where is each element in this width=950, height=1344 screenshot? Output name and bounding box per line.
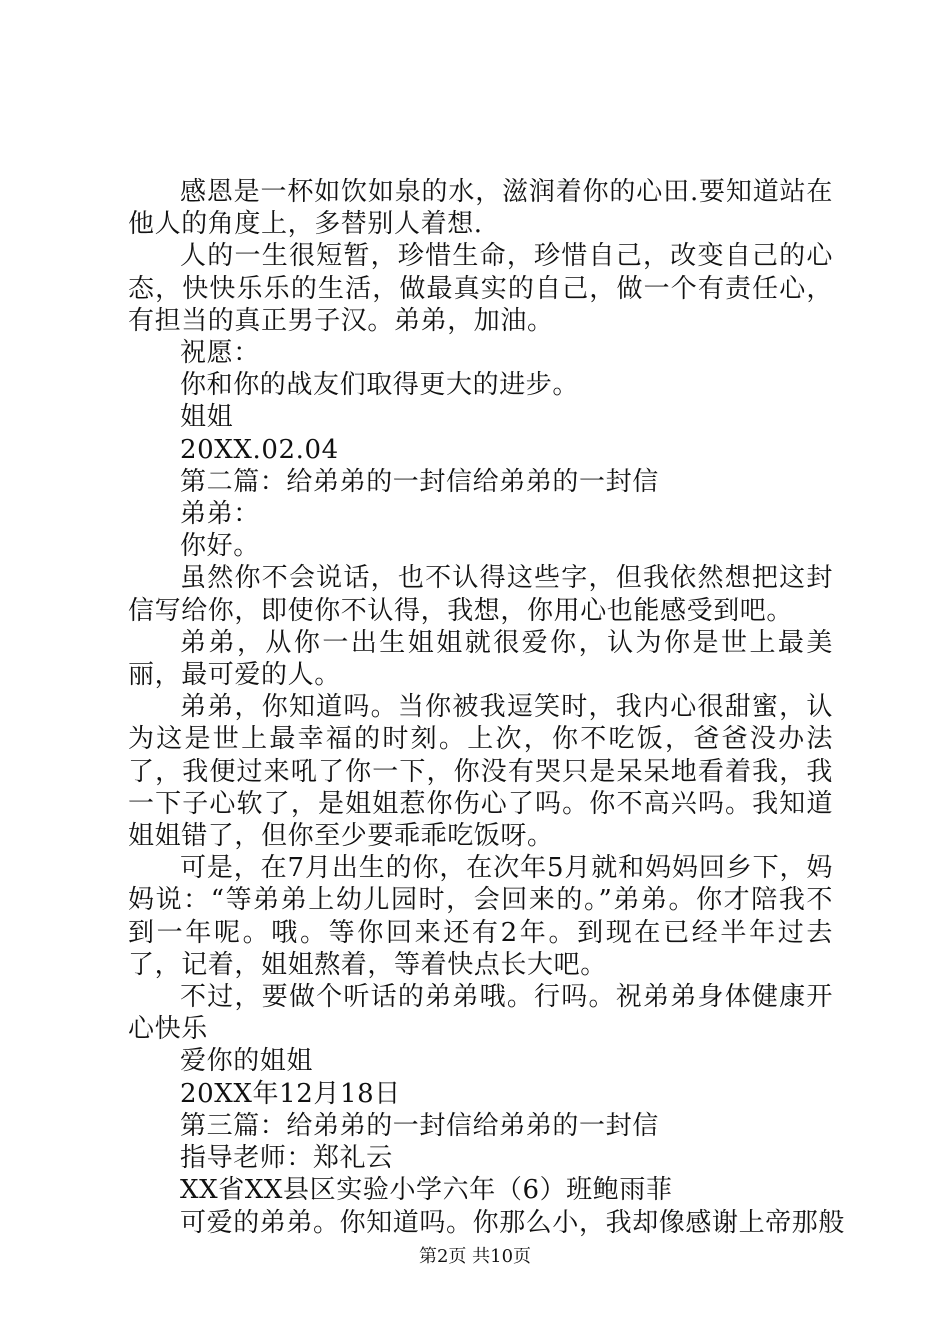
section-title: 第二篇：给弟弟的一封信给弟弟的一封信 (180, 466, 659, 497)
paragraph: 弟弟，从你一出生姐姐就很爱你，认为你是世上最美丽，最可爱的人。 (128, 627, 833, 691)
paragraph: 虽然你不会说话，也不认得这些字，但我依然想把这封信写给你，即使你不认得，我想，你用心也能感受到吧。 (128, 563, 833, 626)
salutation: 弟弟： (180, 499, 260, 530)
paragraph: 可是，在7月出生的你，在次年5月就和妈妈回乡下，妈妈说：“等弟弟上幼儿园时，会回来的。”弟弟。你才陪我不到一年呢。哦。等你回来还有2年。到现在已经半年过去了，记着，姐姐熬着，等着快点长大吧。 (128, 853, 833, 980)
paragraph: 人的一生很短暂，珍惜生命，珍惜自己，改变自己的心态，快快乐乐的生活，做最真实的自己，做一个有责任心，有担当的真正男子汉。弟弟，加油。 (128, 241, 833, 336)
date-line: 20XX.02.04 (180, 434, 339, 465)
signature: 姐姐 (180, 402, 234, 433)
wish-line: 你和你的战友们取得更大的进步。 (180, 370, 580, 401)
section-title: 第三篇：给弟弟的一封信给弟弟的一封信 (180, 1110, 659, 1141)
page-footer: 第2页 共10页 (418, 1246, 532, 1267)
date-line: 20XX年12月18日 (180, 1078, 401, 1109)
greeting-line: 你好。 (180, 531, 260, 562)
greeting-line: 祝愿： (180, 338, 260, 369)
letter-body (128, 176, 846, 1239)
advisor-line: 指导老师：郑礼云 (180, 1143, 393, 1174)
paragraph: 可爱的弟弟。你知道吗。你那么小，我却像感谢上帝那般 (180, 1207, 846, 1238)
paragraph: 弟弟，你知道吗。当你被我逗笑时，我内心很甜蜜，认为这是世上最幸福的时刻。上次，你不吃饭，爸爸没办法了，我便过来吼了你一下，你没有哭只是呆呆地看着我，我一下子心软了，是姐姐惹你伤心了吗。你不高兴吗。我知道姐姐错了，但你至少要乖乖吃饭呀。 (128, 692, 833, 852)
author-line: XX省XX县区实验小学六年（6）班鲍雨菲 (180, 1175, 673, 1206)
paragraph: 感恩是一杯如饮如泉的水，滋润着你的心田.要知道站在他人的角度上，多替别人着想. (128, 177, 833, 240)
paragraph: 不过，要做个听话的弟弟哦。行吗。祝弟弟身体健康开心快乐 (128, 982, 833, 1045)
signature: 爱你的姐姐 (180, 1046, 314, 1077)
